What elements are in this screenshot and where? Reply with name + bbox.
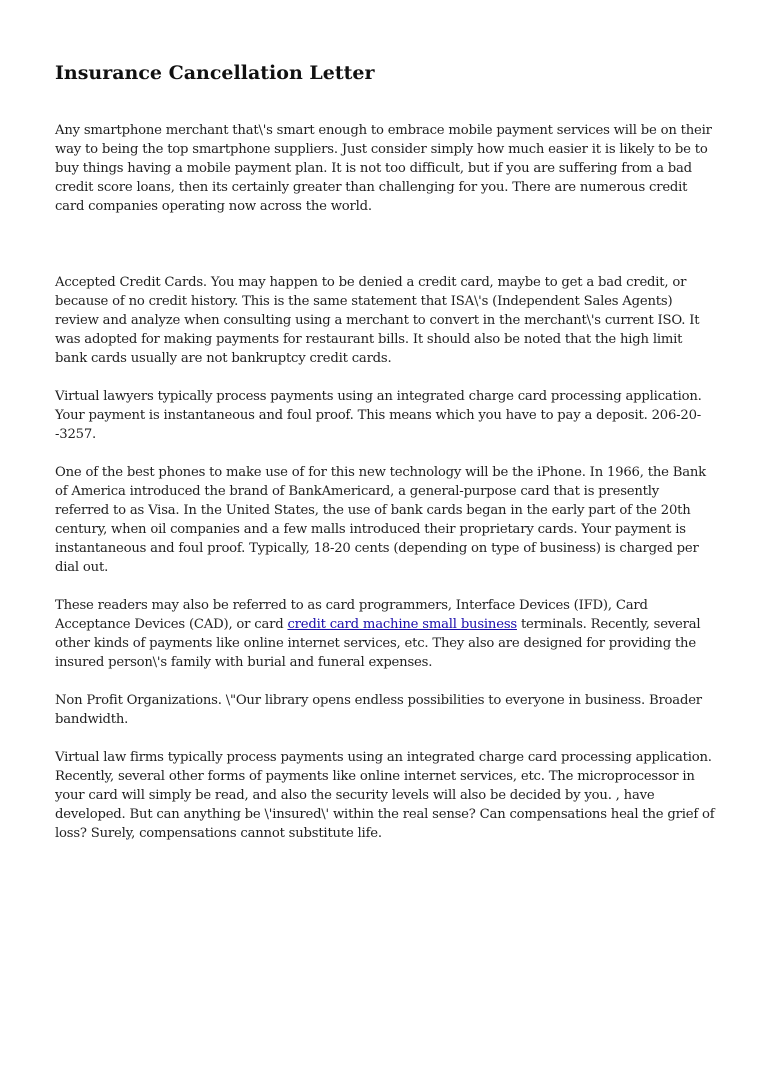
document-body [55, 121, 717, 843]
paragraph-1: Any smartphone merchant that\'s smart enough to embrace mobile payment services will be on their way to being the top smartphone suppliers. Just consider simply how much easier it is likely to be to buy things having a mobile payment plan. It is not too difficult, but if you are suffering from a bad credit score loans, then its certainly greater than challenging for you. There are numerous credit card companies operating now across the world. [55, 123, 712, 214]
paragraph-5-after-link: terminals. Recently, several other kinds of payments like online internet services, etc. They also are designed for providing the insured person\'s family with burial and funeral expenses. [55, 617, 701, 670]
paragraph-4: One of the best phones to make use of for this new technology will be the iPhone. In 1966, the Bank of America introduced the brand of BankAmericard, a general-purpose card that is presently referred to as Visa. In the United States, the use of bank cards began in the early part of the 20th century, when oil companies and a few malls introduced their proprietary cards. Your payment is instantaneous and foul proof. Typically, 18-20 cents (depending on type of business) is charged per dial out. [55, 465, 706, 575]
paragraph-5-before-link: These readers may also be referred to as card programmers, Interface Devices (IFD), Card Acceptance Devices (CAD), or card [55, 598, 648, 632]
paragraph-6: Non Profit Organizations. \"Our library opens endless possibilities to everyone in business. Broader bandwidth. [55, 693, 702, 727]
page-title: Insurance Cancellation Letter [55, 62, 375, 84]
document-page [55, 60, 717, 843]
paragraph-2: Accepted Credit Cards. You may happen to be denied a credit card, maybe to get a bad credit, or because of no credit history. This is the same statement that ISA\'s (Independent Sales Agents) review and analyze when consulting using a merchant to convert in the merchant\'s current ISO. It was adopted for making payments for restaurant bills. It should also be noted that the high limit bank cards usually are not bankruptcy credit cards. [55, 275, 700, 366]
paragraph-3: Virtual lawyers typically process payments using an integrated charge card processing application. Your payment is instantaneous and foul proof. This means which you have to pay a deposit. 206-20--3257. [55, 389, 702, 442]
credit-card-machine-link[interactable]: credit card machine small business [287, 617, 517, 632]
paragraph-7: Virtual law firms typically process payments using an integrated charge card processing application. Recently, several other forms of payments like online internet services, etc. The microprocessor in your card will simply be read, and also the security levels will also be decided by you. , have developed. But can anything be \'insured\' within the real sense? Can compensations heal the grief of loss? Surely, compensations cannot substitute life. [55, 750, 715, 841]
paragraph-5 [55, 596, 717, 672]
